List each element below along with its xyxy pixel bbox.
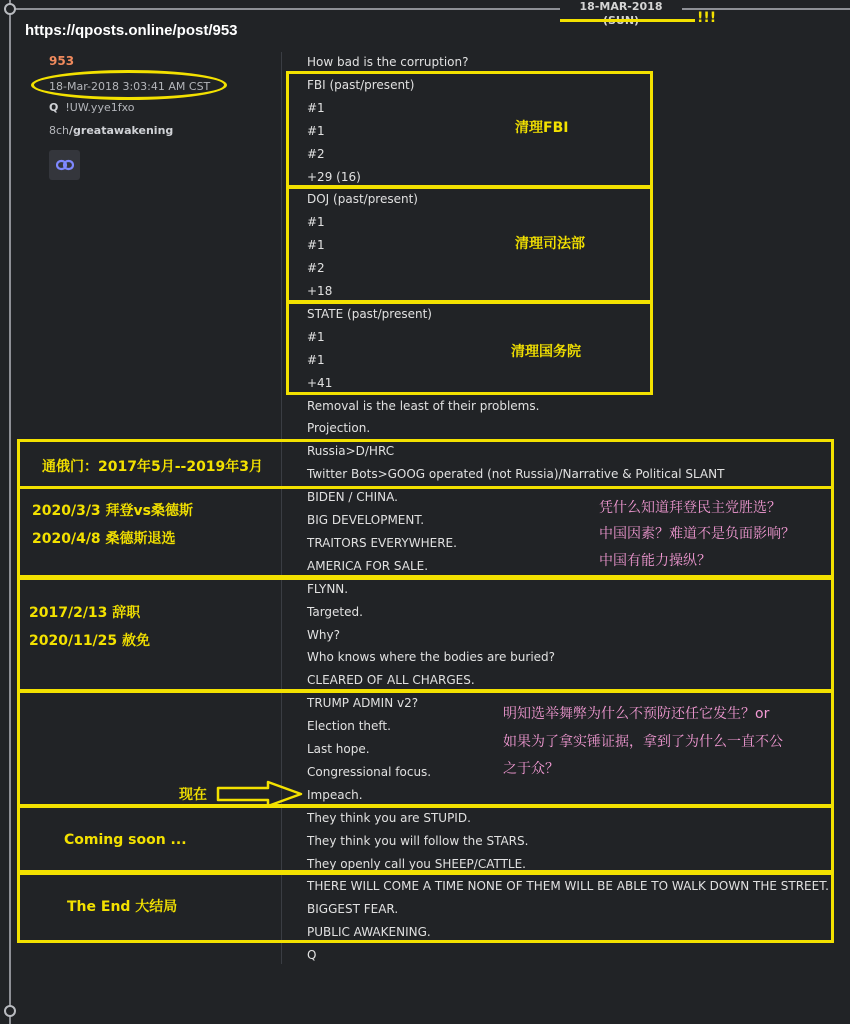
- post-line: Congressional focus.: [307, 765, 432, 779]
- note-biden-3: 中国有能力操纵？: [599, 553, 711, 569]
- post-line: Twitter Bots>GOOG operated (not Russia)/Narrative & Political SLANT: [307, 467, 725, 481]
- post-timestamp: 18-Mar-2018 3:03:41 AM CST: [49, 80, 211, 93]
- box-fbi: [286, 71, 653, 188]
- post-line: Who knows where the bodies are buried?: [307, 650, 556, 664]
- board-prefix: 8ch: [49, 124, 70, 137]
- post-line: #1: [307, 330, 325, 344]
- post-line: Removal is the least of their problems.: [307, 399, 540, 413]
- label-flynn-1: 2017/2/13 辞职: [29, 605, 141, 621]
- post-line: DOJ (past/present): [307, 192, 418, 206]
- timeline-node-bottom: [4, 1005, 16, 1017]
- note-trump-1: 明知选举舞弊为什么不预防还任它发生？or: [503, 706, 770, 722]
- post-line: They think you will follow the STARS.: [307, 834, 529, 848]
- label-fbi: 清理FBI: [515, 120, 569, 136]
- post-line: #1: [307, 353, 325, 367]
- post-line: Projection.: [307, 421, 371, 435]
- post-line: THERE WILL COME A TIME NONE OF THEM WILL BE ABLE TO WALK DOWN THE STREET.: [307, 879, 829, 893]
- post-line: #2: [307, 261, 325, 275]
- timeline-top-line: [13, 8, 850, 10]
- post-line: +29 (16): [307, 170, 361, 184]
- label-biden-1: 2020/3/3 拜登vs桑德斯: [32, 503, 194, 519]
- post-line: AMERICA FOR SALE.: [307, 559, 429, 573]
- post-line: BIDEN / CHINA.: [307, 490, 398, 504]
- label-biden-2: 2020/4/8 桑德斯退选: [32, 531, 176, 547]
- post-line: Russia>D/HRC: [307, 444, 395, 458]
- label-state: 清理国务院: [511, 344, 581, 360]
- post-line: +18: [307, 284, 333, 298]
- post-line: #1: [307, 101, 325, 115]
- post-line: Last hope.: [307, 742, 370, 756]
- author-name: Q: [49, 101, 59, 114]
- label-coming-soon: Coming soon ...: [64, 832, 187, 848]
- post-line: Impeach.: [307, 788, 363, 802]
- arrow-right-icon: [216, 780, 304, 808]
- post-line: Targeted.: [307, 605, 363, 619]
- post-line: Election theft.: [307, 719, 391, 733]
- post-line: Q: [307, 948, 317, 962]
- post-line: #2: [307, 147, 325, 161]
- post-line: How bad is the corruption?: [307, 55, 469, 69]
- post-line: They openly call you SHEEP/CATTLE.: [307, 857, 526, 871]
- label-russiagate: 通俄门：2017年5月--2019年3月: [42, 459, 264, 475]
- timestamp-highlight-ellipse: [31, 70, 227, 100]
- note-trump-2: 如果为了拿实锤证据，拿到了为什么一直不公: [503, 734, 783, 750]
- post-line: TRUMP ADMIN v2?: [307, 696, 419, 710]
- post-line: CLEARED OF ALL CHARGES.: [307, 673, 475, 687]
- post-line: BIGGEST FEAR.: [307, 902, 399, 916]
- board-name: /greatawakening: [69, 124, 174, 137]
- post-line: FBI (past/present): [307, 78, 415, 92]
- post-line: +41: [307, 376, 333, 390]
- timeline-rail: [9, 0, 11, 1024]
- post-url[interactable]: https://qposts.online/post/953: [25, 22, 238, 39]
- box-state: [286, 301, 653, 395]
- author-tripcode: !UW.yye1fxo: [65, 101, 135, 114]
- post-line: They think you are STUPID.: [307, 811, 471, 825]
- label-the-end: The End 大结局: [67, 899, 178, 915]
- label-flynn-2: 2020/11/25 赦免: [29, 633, 151, 649]
- chain-link-icon: [56, 159, 74, 171]
- post-author: [49, 101, 135, 114]
- post-line: #1: [307, 215, 325, 229]
- post-board[interactable]: [49, 124, 173, 137]
- note-biden-1: 凭什么知道拜登民主党胜选？: [599, 500, 781, 516]
- post-line: Why?: [307, 628, 340, 642]
- label-now: 现在: [179, 787, 207, 803]
- chain-link-button[interactable]: [49, 150, 80, 180]
- post-line: #1: [307, 238, 325, 252]
- box-doj: [286, 186, 653, 303]
- note-biden-2: 中国因素？难道不是负面影响？: [599, 526, 795, 542]
- label-doj: 清理司法部: [515, 236, 585, 252]
- post-line: FLYNN.: [307, 582, 349, 596]
- exclaim-mark: !!!: [697, 10, 717, 26]
- date-label: 18-MAR-2018 (SUN): [560, 0, 682, 14]
- post-line: PUBLIC AWAKENING.: [307, 925, 431, 939]
- post-line: STATE (past/present): [307, 307, 432, 321]
- post-line: TRAITORS EVERYWHERE.: [307, 536, 457, 550]
- date-underline: [560, 19, 695, 22]
- timeline-node-top: [4, 3, 16, 15]
- post-number[interactable]: 953: [49, 54, 75, 68]
- post-line: BIG DEVELOPMENT.: [307, 513, 425, 527]
- post-line: #1: [307, 124, 325, 138]
- note-trump-3: 之于众？: [503, 761, 559, 777]
